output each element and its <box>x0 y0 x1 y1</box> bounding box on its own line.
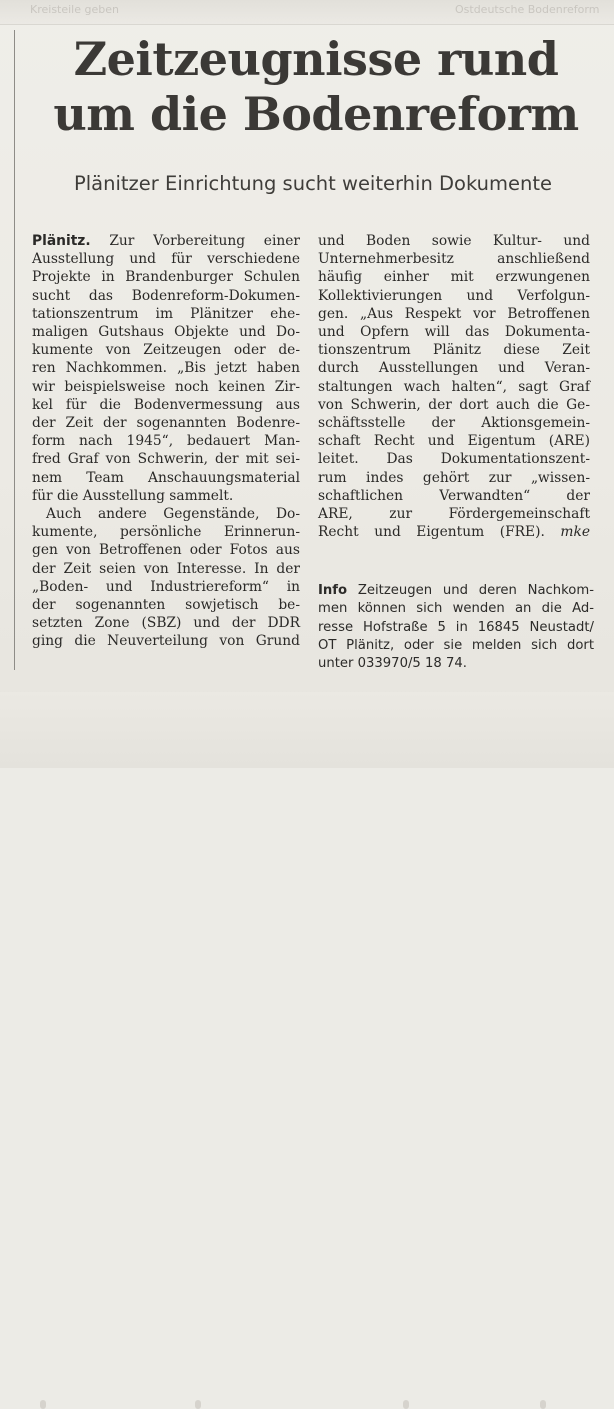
text-line: schaft Recht und Eigentum (ARE) <box>318 433 590 450</box>
text-line: unter 033970/5 18 74. <box>318 656 467 672</box>
article-column-right <box>318 232 590 541</box>
text-line: häufig einher mit erzwungenen <box>318 269 590 286</box>
text-line: Plänitz. Zur Vorbereitung einer <box>32 233 301 249</box>
paper-margin-bottom <box>0 692 614 768</box>
text-line: staltungen wach halten“, sagt Graf <box>318 378 590 395</box>
headline-line-2: um die Bodenreform <box>53 87 579 141</box>
text-line: rum indes gehört zur „wissen- <box>318 469 590 486</box>
text-line: ren Nachkommen. „Bis jetzt haben <box>32 360 300 377</box>
subheadline: Plänitzer Einrichtung sucht weiterhin Dokumente <box>74 172 552 195</box>
text-line: leitet. Das Dokumentationszent- <box>318 451 590 468</box>
info-box <box>318 582 594 673</box>
article-column-left <box>32 232 300 651</box>
text-line: form nach 1945“, bedauert Man- <box>32 433 300 450</box>
text-line: sucht das Bodenreform-Dokumen- <box>32 287 300 304</box>
text-line: ging die Neuverteilung von Grund <box>32 633 300 650</box>
text-line: resse Hofstraße 5 in 16845 Neustadt/ <box>318 619 594 635</box>
text-line: kumente, persönliche Erinnerun- <box>32 524 300 541</box>
text-line: durch Ausstellungen und Veran- <box>318 360 590 377</box>
dateline-location: Plänitz. <box>32 233 91 249</box>
text-line: und Opfern will das Dokumenta- <box>318 324 590 341</box>
text-line: gen von Betroffenen oder Fotos aus <box>32 542 300 559</box>
text-line: der Zeit der sogenannten Bodenre- <box>32 415 300 432</box>
info-label: Info <box>318 583 348 598</box>
punch-mark <box>403 1400 409 1409</box>
headline <box>18 32 614 142</box>
text-line: setzten Zone (SBZ) und der DDR <box>32 615 300 632</box>
author-signature: mke <box>560 524 590 541</box>
punch-mark <box>40 1400 46 1409</box>
text-line: von Schwerin, der dort auch die Ge- <box>318 396 590 413</box>
text-line: schaftlichen Verwandten“ der <box>318 487 590 504</box>
adjacent-text-left: Kreisteile geben <box>30 3 119 16</box>
punch-mark <box>540 1400 546 1409</box>
column-divider <box>14 30 15 670</box>
headline-line-1: Zeitzeugnisse rund <box>73 32 559 86</box>
adjacent-text-right: Ostdeutsche Bodenreform <box>455 3 600 16</box>
text-line: nem Team Anschauungsmaterial <box>32 469 300 486</box>
text-line: „Boden- und Industriereform“ in <box>32 578 300 595</box>
text-line: Auch andere Gegenstände, Do- <box>46 506 300 523</box>
text-line: tionszentrum Plänitz diese Zeit <box>318 342 590 359</box>
text-line: fred Graf von Schwerin, der mit sei- <box>32 451 300 468</box>
text-line: tationszentrum im Plänitzer ehe- <box>32 305 300 322</box>
adjacent-article-strip <box>0 0 614 25</box>
text-line: kumente von Zeitzeugen oder de- <box>32 342 300 359</box>
text-line: men können sich wenden an die Ad- <box>318 601 594 617</box>
text-line: der sogenannten sowjetisch be- <box>32 597 300 614</box>
text-line: Kollektivierungen und Verfolgun- <box>318 287 590 304</box>
text-line: Unternehmerbesitz anschließend <box>318 251 590 268</box>
text-line: wir beispielsweise noch keinen Zir- <box>32 378 300 395</box>
text-line: für die Ausstellung sammelt. <box>32 487 234 504</box>
text-line: der Zeit seien von Interesse. In der <box>32 560 300 577</box>
text-line: Projekte in Brandenburger Schulen <box>32 269 300 286</box>
text-line: Ausstellung und für verschiedene <box>32 251 300 268</box>
text-line: schäftsstelle der Aktionsgemein- <box>318 415 590 432</box>
text-line: Info Zeitzeugen und deren Nachkom- <box>318 583 594 598</box>
text-line: OT Plänitz, oder sie melden sich dort <box>318 637 594 653</box>
text-line: und Boden sowie Kultur- und <box>318 233 590 249</box>
punch-mark <box>195 1400 201 1409</box>
text-line: ARE, zur Fördergemeinschaft <box>318 506 590 523</box>
text-line: gen. „Aus Respekt vor Betroffenen <box>318 305 590 322</box>
text-line: kel für die Bodenvermessung aus <box>32 396 300 413</box>
text-line: maligen Gutshaus Objekte und Do- <box>32 324 300 341</box>
text-line: Recht und Eigentum (FRE). mke <box>318 524 590 541</box>
